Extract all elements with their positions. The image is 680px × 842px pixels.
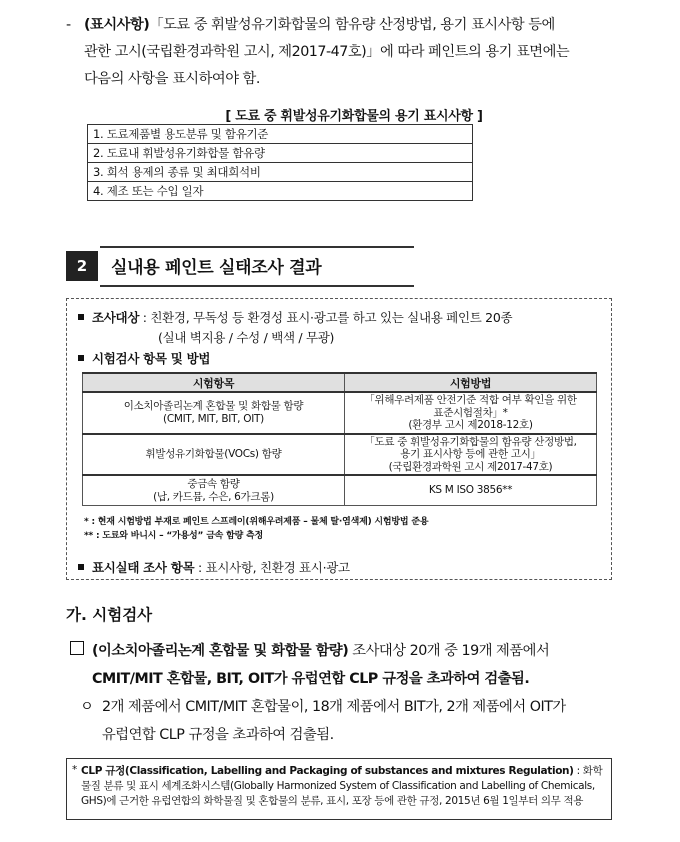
finding-paragraph: [70, 637, 616, 693]
section-rule-bottom: [100, 285, 414, 287]
test-method-cell: [345, 434, 597, 476]
table-row: [83, 434, 597, 476]
test-item-cell: [83, 392, 345, 434]
survey-target-label: 조사대상: [92, 310, 140, 325]
note-star: *: [72, 764, 77, 776]
bullet-square-icon: [78, 564, 84, 570]
finding-detail-line-2: 유럽연합 CLP 규정을 초과하여 검출됨.: [102, 727, 334, 743]
survey-target-text: : 친환경, 무독성 등 환경성 표시·광고를 하고 있는 실내용 페인트 20종: [142, 310, 513, 325]
cell-line: KS M ISO 3856**: [428, 484, 513, 497]
cell-line: 휘발성유기화합물(VOCs) 함량: [145, 448, 282, 460]
note-text: : 화학물질 분류 및 표시 세계조화시스템(Globally Harmonized System of Classification and Labelling of Chemicals, GHS)에 근거한 유럽연합의 화학물질 및 혼합물의 분류, 표시, 포장 등에 관한 규정, 2015년 6월 1일부터 의무 적용: [81, 765, 603, 807]
table-cell: 4. 제조 또는 수입 일자: [88, 182, 473, 201]
table-row: [88, 144, 473, 163]
cell-line: 「도료 중 휘발성유기화합물의 함유량 산정방법,: [364, 435, 577, 448]
test-method-table: [82, 372, 597, 506]
column-header: 시험항목: [83, 373, 345, 392]
note-bold: CLP 규정(Classification, Labelling and Packaging of substances and mixtures Regulation): [81, 765, 574, 777]
cell-line: 이소치아졸리논계 혼합물 및 화합물 함량: [123, 400, 304, 413]
table-row: [83, 475, 597, 506]
label-items-label: 표시실태 조사 항목: [92, 560, 195, 575]
checkbox-square-icon: [70, 641, 84, 655]
cell-line: (CMIT, MIT, BIT, OIT): [163, 412, 264, 425]
label-table-title: [ 도료 중 휘발성유기화합물의 용기 표시사항 ]: [225, 109, 483, 124]
finding-bold: (이소치아졸리논계 혼합물 및 화합물 함량): [92, 643, 349, 659]
cell-line: 표준시험절차」*: [433, 406, 508, 419]
cell-line: 중금속 함량: [187, 478, 240, 490]
table-header-row: [83, 373, 597, 392]
table-row: [88, 182, 473, 201]
circle-bullet-icon: ㅇ: [80, 699, 94, 715]
test-item-cell: [83, 434, 345, 476]
bullet-square-icon: [78, 314, 84, 320]
table-row: [83, 392, 597, 434]
table-cell: 2. 도료내 휘발성유기화합물 함유량: [88, 144, 473, 163]
bullet-square-icon: [78, 355, 84, 361]
intro-line-2: 관한 고시(국립환경과학원 고시, 제2017-47호)」에 따라 페인트의 용기 표면에는: [84, 44, 570, 60]
footnote-2: ** : 도료와 바니시 – “가용성” 금속 함량 측정: [84, 531, 264, 541]
finding-line-1-text: 조사대상 20개 중 19개 제품에서: [348, 643, 550, 659]
cell-line: (국립환경과학원 고시 제2017-47호): [388, 460, 553, 473]
subsection-title: 가. 시험검사: [66, 606, 153, 624]
test-method-cell: [345, 475, 597, 506]
test-method-cell: [345, 392, 597, 434]
table-row: [88, 163, 473, 182]
column-header: 시험방법: [345, 373, 597, 392]
cell-line: (납, 카드뮴, 수은, 6가크롬): [153, 490, 274, 503]
finding-detail: [80, 693, 620, 749]
survey-target-sub: (실내 벽지용 / 수성 / 백색 / 무광): [158, 330, 335, 345]
label-items: [78, 558, 350, 576]
section-title: 실내용 페인트 실태조사 결과: [111, 258, 322, 278]
survey-method: [78, 349, 210, 367]
clp-note-box: [66, 758, 612, 820]
intro-line-3: 다음의 사항을 표시하여야 함.: [84, 71, 260, 87]
intro-dash: -: [66, 17, 71, 33]
intro-line-1-text: 「도료 중 휘발성유기화합물의 함유량 산정방법, 용기 표시사항 등에: [149, 17, 555, 33]
label-table: [87, 124, 473, 201]
survey-target: [78, 308, 512, 326]
cell-line: 「위해우려제품 안전기준 적합 여부 확인을 위한: [364, 394, 577, 406]
table-cell: 3. 희석 용제의 종류 및 최대희석비: [88, 163, 473, 182]
intro-line-1: [84, 12, 644, 39]
intro-bold-label: (표시사항): [84, 17, 150, 33]
cell-line: (환경부 고시 제2018-12호): [408, 419, 533, 431]
finding-line-1: [70, 637, 616, 665]
section-number: 2: [66, 251, 98, 281]
finding-detail-line-1: 2개 제품에서 CMIT/MIT 혼합물이, 18개 제품에서 BIT가, 2개 제품에서 OIT가: [102, 699, 566, 715]
footnote-1: * : 현재 시험방법 부재로 페인트 스프레이(위해우려제품 – 물체 탈·염색제) 시험방법 준용: [84, 517, 429, 527]
cell-line: 용기 표시사항 등에 관한 고시」: [400, 448, 541, 460]
table-cell: 1. 도료제품별 용도분류 및 함유기준: [88, 125, 473, 144]
test-item-cell: [83, 475, 345, 506]
section-rule-top: [100, 246, 414, 248]
survey-method-label: 시험검사 항목 및 방법: [92, 351, 211, 366]
table-row: [88, 125, 473, 144]
intro-paragraph: [66, 12, 644, 93]
label-items-text: : 표시사항, 친환경 표시·광고: [198, 560, 350, 575]
finding-line-2: CMIT/MIT 혼합물, BIT, OIT가 유럽연합 CLP 규정을 초과하여 검출됨.: [92, 671, 530, 687]
